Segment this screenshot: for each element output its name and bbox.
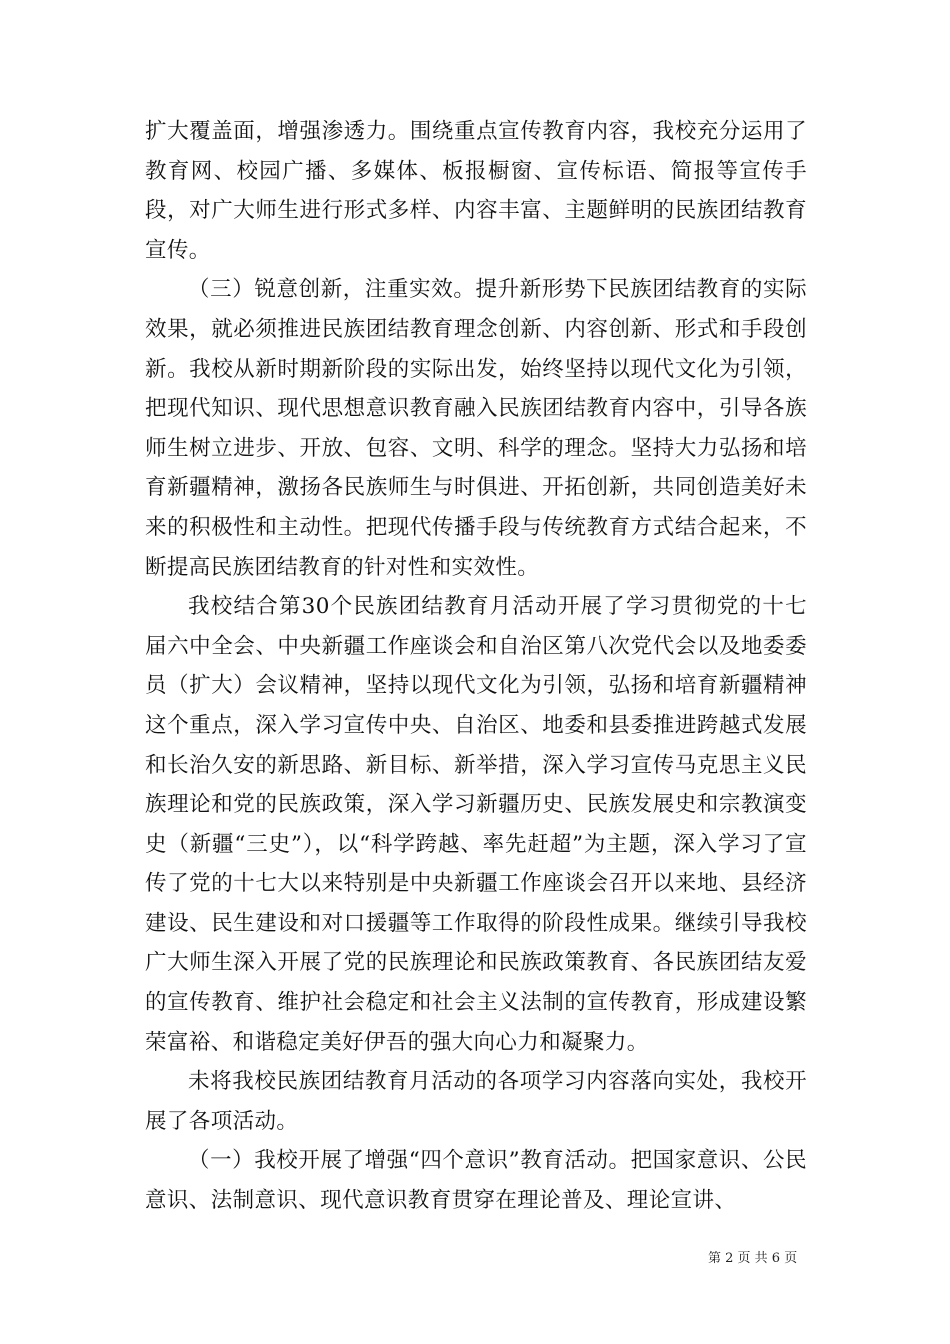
paragraph-2: （三）锐意创新，注重实效。提升新形势下民族团结教育的实际效果，就必须推进民族团结教育理念创新、内容创新、形式和手段创新。我校从新时期新阶段的实际出发，始终坚持以现代文化为引领，把现代知识、现代思想意识教育融入民族团结教育内容中，引导各族师生树立进步、开放、包容、文明、科学的理念。坚持大力弘扬和培育新疆精神，激扬各民族师生与时俱进、开拓创新，共同创造美好未来的积极性和主动性。把现代传播手段与传统教育方式结合起来，不断提高民族团结教育的针对性和实效性。 xyxy=(145,277,807,580)
paragraph-5: （一）我校开展了增强“四个意识”教育活动。把国家意识、公民意识、法制意识、现代意识教育贯穿在理论普及、理论宣讲、 xyxy=(145,1148,807,1214)
document-page xyxy=(145,112,807,1221)
paragraph-4: 未将我校民族团结教育月活动的各项学习内容落向实处，我校开展了各项活动。 xyxy=(145,1069,807,1134)
paragraph-1: 扩大覆盖面，增强渗透力。围绕重点宣传教育内容，我校充分运用了教育网、校园广播、多媒体、板报橱窗、宣传标语、简报等宣传手段，对广大师生进行形式多样、内容丰富、主题鲜明的民族团结教育宣传。 xyxy=(145,119,807,263)
page-number-footer: 第 2 页 共 6 页 xyxy=(708,1251,798,1266)
paragraph-3: 我校结合第30个民族团结教育月活动开展了学习贯彻党的十七届六中全会、中央新疆工作座谈会和自治区第八次党代会以及地委委员（扩大）会议精神，坚持以现代文化为引领，弘扬和培育新疆精神这个重点，深入学习宣传中央、自治区、地委和县委推进跨越式发展和长治久安的新思路、新目标、新举措，深入学习宣传马克思主义民族理论和党的民族政策，深入学习新疆历史、民族发展史和宗教演变史（新疆“三史”），以“科学跨越、率先赶超”为主题，深入学习了宣传了党的十七大以来特别是中央新疆工作座谈会召开以来地、县经济建设、民生建设和对口援疆等工作取得的阶段性成果。继续引导我校广大师生深入开展了党的民族理论和民族政策教育、各民族团结友爱的宣传教育、维护社会稳定和社会主义法制的宣传教育，形成建设繁荣富裕、和谐稳定美好伊吾的强大向心力和凝聚力。 xyxy=(145,594,807,1055)
